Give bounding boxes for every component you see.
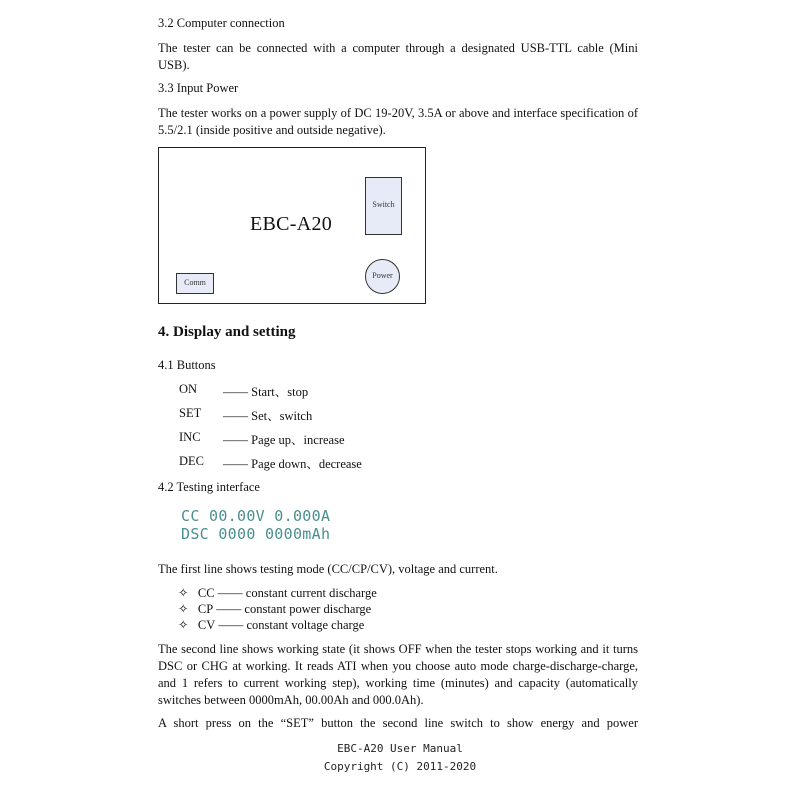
- section-heading-computer-connection: 3.2 Computer connection: [158, 16, 285, 30]
- set-press-description: A short press on the “SET” button the second line switch to show energy and power: [158, 716, 638, 730]
- lcd-line-2: DSC 0000 0000mAh: [181, 525, 331, 543]
- first-line-description: The first line shows testing mode (CC/CP/CV), voltage and current.: [158, 562, 498, 576]
- mode-bullet-cv: [178, 617, 364, 633]
- diamond-bullet-icon: ✧: [178, 602, 189, 616]
- buttons-heading: 4.1 Buttons: [158, 358, 216, 372]
- button-key-set: SET: [179, 406, 202, 420]
- button-desc-set: —— Set、switch: [223, 409, 313, 423]
- footer-copyright: Copyright (C) 2011-2020: [323, 760, 477, 773]
- button-desc-dec: —— Page down、decrease: [223, 457, 362, 471]
- device-model-label: EBC-A20: [250, 213, 333, 235]
- mode-key: CP: [197, 602, 214, 616]
- section-heading-input-power: 3.3 Input Power: [158, 81, 239, 95]
- second-line-description: The second line shows working state (it shows OFF when the tester stops working and it turns DSC or CHG at working. It reads ATI when you choose auto mode charge-discharge-charge, and 1 refers to current working step), working time (minutes) and capacity (automatically switches between 0000mAh, 00.00Ah and 000.0Ah).: [158, 642, 638, 707]
- mode-bullet-cc: [178, 585, 377, 601]
- button-key-dec: DEC: [179, 454, 204, 468]
- lcd-line-1: CC 00.00V 0.000A: [181, 507, 331, 525]
- button-key-on: ON: [179, 382, 198, 396]
- display-setting-heading: 4. Display and setting: [158, 324, 296, 340]
- switch-label: Switch: [372, 200, 395, 209]
- mode-bullet-cp: [178, 601, 371, 617]
- button-desc-on: —— Start、stop: [223, 385, 309, 399]
- button-desc-inc: —— Page up、increase: [223, 433, 345, 447]
- mode-key: CV: [197, 618, 216, 632]
- comm-label: Comm: [184, 278, 206, 287]
- computer-connection-text: The tester can be connected with a computer through a designated USB-TTL cable (Mini USB).: [158, 41, 638, 72]
- testing-interface-heading: 4.2 Testing interface: [158, 480, 260, 494]
- button-key-inc: INC: [179, 430, 201, 444]
- diamond-bullet-icon: ✧: [178, 586, 189, 600]
- diamond-bullet-icon: ✧: [178, 618, 189, 632]
- input-power-text: The tester works on a power supply of DC 19-20V, 3.5A or above and interface specification of 5.5/2.1 (inside positive and outside negative).: [158, 106, 638, 137]
- footer-title: EBC-A20 User Manual: [337, 742, 463, 755]
- power-label: Power: [372, 271, 393, 280]
- mode-desc: —— constant current discharge: [217, 586, 377, 600]
- mode-desc: —— constant voltage charge: [218, 618, 365, 632]
- mode-desc: —— constant power discharge: [216, 602, 372, 616]
- mode-key: CC: [197, 586, 215, 600]
